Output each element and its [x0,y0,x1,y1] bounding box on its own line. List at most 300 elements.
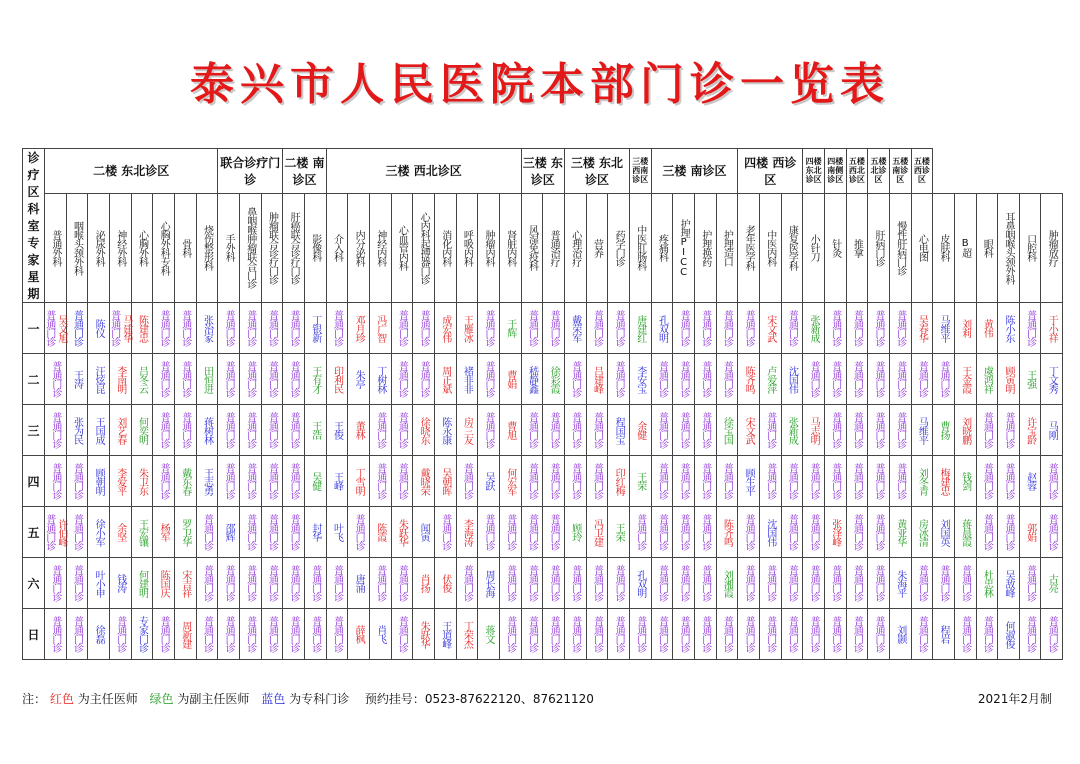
general-clinic-entry: 普通门诊 [108,310,120,346]
department-label: 口腔科 [1024,234,1036,262]
department-label: 心胸外科 [136,229,148,266]
doctor-name: 李海涛 [461,518,473,546]
schedule-cell [759,456,781,507]
general-clinic-entry: 普通门诊 [526,463,538,499]
general-clinic-entry: 普通门诊 [916,361,928,397]
general-clinic-entry: 普通门诊 [526,616,538,652]
general-clinic-entry: 普通门诊 [266,463,278,499]
schedule-cell [543,354,565,405]
schedule-cell [196,303,218,354]
schedule-cell [738,354,760,405]
legend-red: 红色 [49,692,74,706]
schedule-cell [1019,405,1041,456]
schedule-cell [304,456,326,507]
general-clinic-entry: 普通门诊 [49,616,61,652]
schedule-cell [391,609,413,660]
schedule-cell [413,354,435,405]
zone-label: 三楼 东北诊区 [564,149,629,194]
schedule-cell [629,354,651,405]
department-header [651,193,673,302]
doctor-name: 徐宝国 [721,416,733,444]
general-clinic-entry: 普通门诊 [569,361,581,397]
general-clinic-entry: 普通门诊 [244,514,256,550]
schedule-cell [781,456,803,507]
general-clinic-entry: 普通门诊 [71,463,83,499]
general-clinic-entry: 普通门诊 [288,412,300,448]
schedule-cell [889,303,911,354]
schedule-cell [131,405,153,456]
general-clinic-entry: 普通门诊 [786,463,798,499]
schedule-cell [716,507,738,558]
doctor-name: 叶飞 [331,523,343,541]
doctor-name: 黄亚华 [894,518,906,546]
schedule-cell [88,558,110,609]
schedule-cell [304,558,326,609]
schedule-cell [629,507,651,558]
doctor-name: 钱剑 [959,472,971,490]
schedule-cell [478,456,500,507]
schedule-cell [434,354,456,405]
schedule-cell [499,303,521,354]
general-clinic-entry: 普通门诊 [873,463,885,499]
schedule-cell [781,303,803,354]
department-label: 普通外科 [49,229,61,266]
schedule-cell [868,303,890,354]
general-clinic-entry: 普通门诊 [829,412,841,448]
general-clinic-entry: 普通门诊 [266,310,278,346]
schedule-cell [954,405,976,456]
schedule-cell [911,303,933,354]
schedule-cell [803,354,825,405]
schedule-cell [954,609,976,660]
general-clinic-entry: 普通门诊 [591,463,603,499]
doctor-name: 邵辉 [223,523,235,541]
schedule-cell [413,507,435,558]
schedule-cell [673,354,695,405]
general-clinic-entry: 普通门诊 [396,616,408,652]
general-clinic-entry: 普通门诊 [873,514,885,550]
doctor-name: 顾玲 [569,523,581,541]
schedule-cell [998,456,1020,507]
general-clinic-entry: 普通门诊 [721,616,733,652]
legend-blue: 蓝色 [261,692,286,706]
department-label: 消化内科 [439,229,451,266]
department-header [369,193,391,302]
schedule-cell [456,558,478,609]
schedule-cell [889,456,911,507]
schedule-cell [1041,456,1063,507]
schedule-cell [218,507,240,558]
schedule-cell [911,558,933,609]
general-clinic-entry: 普通门诊 [244,565,256,601]
general-clinic-entry: 普通门诊 [158,310,170,346]
general-clinic-entry: 普通门诊 [461,565,473,601]
doctor-name: 冯卫建 [591,518,603,546]
general-clinic-entry: 普通门诊 [71,565,83,601]
department-label: 慢性肝病门诊 [894,220,906,275]
schedule-cell [218,456,240,507]
doctor-name: 董林 [353,421,365,439]
schedule-cell [456,354,478,405]
schedule-cell [759,303,781,354]
general-clinic-entry: 普通门诊 [1002,412,1014,448]
department-header [478,193,500,302]
doctor-name: 叶小申 [93,569,105,597]
doctor-name: 吕建峰 [591,365,603,393]
general-clinic-entry: 普通门诊 [613,310,625,346]
department-label: 风湿免疫科 [526,225,538,271]
general-clinic-entry: 普通门诊 [548,565,560,601]
general-clinic-entry: 普通门诊 [331,616,343,652]
general-clinic-entry: 普通门诊 [656,463,668,499]
doctor-name: 顾生平 [743,467,755,495]
schedule-cell [326,558,348,609]
department-label: B超 [959,238,971,258]
doctor-name: 专家门诊 [136,616,148,652]
zone-label: 四楼 西诊区 [738,149,803,194]
schedule-cell [933,303,955,354]
department-label: 皮肤科 [938,234,950,262]
doctor-name: 印红梅 [613,467,625,495]
schedule-cell [131,609,153,660]
general-clinic-entry: 普通门诊 [1024,616,1036,652]
schedule-cell [109,609,131,660]
schedule-cell [304,405,326,456]
doctor-name: 孔双明 [634,569,646,597]
schedule-cell [911,354,933,405]
general-clinic-entry: 普通门诊 [396,361,408,397]
general-clinic-entry: 普通门诊 [288,463,300,499]
department-header [391,193,413,302]
schedule-cell [933,405,955,456]
schedule-cell [738,558,760,609]
general-clinic-entry: 普通门诊 [71,616,83,652]
schedule-cell [521,405,543,456]
schedule-cell [608,354,630,405]
general-clinic-entry: 普通门诊 [721,463,733,499]
schedule-cell [261,354,283,405]
doctor-name: 肖飞 [374,625,386,643]
general-clinic-entry: 普通门诊 [699,361,711,397]
general-clinic-entry: 普通门诊 [699,514,711,550]
schedule-cell [564,405,586,456]
schedule-cell [846,354,868,405]
general-clinic-entry: 普通门诊 [829,361,841,397]
day-row [23,558,1063,609]
department-label: 护理造口 [721,229,733,266]
department-header [608,193,630,302]
department-header [824,193,846,302]
department-header [434,193,456,302]
schedule-cell [803,456,825,507]
general-clinic-entry: 普通门诊 [49,412,61,448]
schedule-cell [218,609,240,660]
schedule-cell [564,507,586,558]
schedule-cell [45,303,67,354]
doctor-name: 张为民 [71,416,83,444]
department-header [218,193,240,302]
zone-label: 四楼 东北诊区 [803,149,825,194]
general-clinic-entry: 普通门诊 [851,412,863,448]
schedule-cell [45,405,67,456]
doctor-name: 王峰 [331,472,343,490]
day-label: 日 [23,609,45,660]
general-clinic-entry: 普通门诊 [461,463,473,499]
doctor-name: 李南明 [114,365,126,393]
general-clinic-entry: 普通门诊 [678,463,690,499]
department-label: 心电图 [916,234,928,262]
schedule-cell [933,558,955,609]
general-clinic-entry: 普通门诊 [1024,565,1036,601]
schedule-cell [586,456,608,507]
general-clinic-entry: 普通门诊 [483,361,495,397]
schedule-cell [738,405,760,456]
doctor-name: 张治家 [201,314,213,342]
schedule-cell [434,609,456,660]
schedule-cell [911,456,933,507]
general-clinic-entry: 普通门诊 [959,565,971,601]
schedule-cell [391,558,413,609]
doctor-name: 王俊 [331,421,343,439]
department-header [911,193,933,302]
schedule-cell [304,354,326,405]
general-clinic-entry: 普通门诊 [981,463,993,499]
schedule-cell [174,354,196,405]
general-clinic-entry: 普通门诊 [179,310,191,346]
schedule-cell [911,507,933,558]
schedule-cell [174,507,196,558]
doctor-name: 顾寅明 [1002,365,1014,393]
department-header [239,193,261,302]
doctor-name: 丁文秀 [1046,365,1058,393]
department-header [781,193,803,302]
schedule-cell [109,303,131,354]
general-clinic-entry: 普通门诊 [288,565,300,601]
general-clinic-entry: 普通门诊 [223,463,235,499]
doctor-name: 周正斌 [439,365,451,393]
department-label: 神经外科 [114,229,126,266]
schedule-cell [586,405,608,456]
department-label: 康复医学科 [786,225,798,271]
schedule-cell [478,507,500,558]
schedule-cell [998,558,1020,609]
schedule-cell [283,609,305,660]
department-label: 中医内科 [764,229,776,266]
doctor-name: 王浩 [309,421,321,439]
doctor-name: 封华 [309,523,321,541]
schedule-cell [434,405,456,456]
schedule-cell [1041,507,1063,558]
general-clinic-entry: 普通门诊 [201,565,213,601]
department-label: 鼻咽喉肿瘤联合门诊 [244,207,256,289]
schedule-cell [889,507,911,558]
general-clinic-entry: 普通门诊 [158,361,170,397]
doctor-name: 沈国伟 [764,518,776,546]
day-row [23,405,1063,456]
schedule-cell [759,354,781,405]
schedule-cell [174,303,196,354]
schedule-cell [846,609,868,660]
general-clinic-entry: 普通门诊 [526,310,538,346]
day-label: 六 [23,558,45,609]
doctor-name: 何建明 [136,569,148,597]
department-header [413,193,435,302]
general-clinic-entry: 普通门诊 [894,310,906,346]
general-clinic-entry: 普通门诊 [288,616,300,652]
general-clinic-entry: 普通门诊 [504,565,516,601]
department-header [283,193,305,302]
schedule-cell [543,303,565,354]
schedule-cell [45,609,67,660]
general-clinic-entry: 普通门诊 [396,310,408,346]
schedule-cell [738,456,760,507]
department-header [673,193,695,302]
schedule-cell [716,354,738,405]
schedule-cell [456,303,478,354]
doctor-name: 吴健 [309,472,321,490]
general-clinic-entry: 普通门诊 [49,565,61,601]
department-header [846,193,868,302]
doctor-name: 刘冬青 [916,467,928,495]
schedule-cell [261,303,283,354]
schedule-cell [66,609,88,660]
schedule-cell [434,507,456,558]
general-clinic-entry: 普通门诊 [483,514,495,550]
general-clinic-entry: 普通门诊 [569,463,581,499]
general-clinic-entry: 普通门诊 [288,310,300,346]
zone-header-row [23,149,1063,194]
general-clinic-entry: 普通门诊 [591,310,603,346]
legend-red-desc: 为主任医师 [77,692,138,706]
schedule-cell [239,456,261,507]
department-header [45,193,67,302]
schedule-cell [456,405,478,456]
zone-label: 四楼 南侧诊区 [824,149,846,194]
doctor-name: 顾朝明 [93,467,105,495]
doctor-name: 刘晓鹏 [959,416,971,444]
department-header [1041,193,1063,302]
general-clinic-entry: 普通门诊 [244,310,256,346]
schedule-cell [348,354,370,405]
doctor-name: 张新成 [808,314,820,342]
schedule-cell [174,609,196,660]
doctor-name: 钱涛 [114,574,126,592]
doctor-name: 丁雪明 [353,467,365,495]
schedule-cell [673,507,695,558]
doctor-name: 陈仪 [93,319,105,337]
schedule-cell [196,609,218,660]
department-label: 泌尿外科 [93,229,105,266]
general-clinic-entry: 普通门诊 [678,514,690,550]
doctor-name: 丁荣杰 [461,620,473,648]
general-clinic-entry: 普通门诊 [786,616,798,652]
general-clinic-entry: 普通门诊 [764,616,776,652]
general-clinic-entry: 普通门诊 [223,616,235,652]
schedule-cell [521,609,543,660]
zone-label: 二楼 南诊区 [283,149,326,194]
general-clinic-entry: 普通门诊 [808,514,820,550]
zone-label: 三楼 南诊区 [651,149,738,194]
schedule-cell [608,609,630,660]
general-clinic-entry: 普通门诊 [851,565,863,601]
department-header [564,193,586,302]
schedule-cell [283,456,305,507]
doctor-name: 余坚 [114,523,126,541]
general-clinic-entry: 普通门诊 [331,310,343,346]
general-clinic-entry: 普通门诊 [569,616,581,652]
doctor-name: 闻寅 [418,523,430,541]
general-clinic-entry: 普通门诊 [851,616,863,652]
schedule-cell [868,456,890,507]
general-clinic-entry: 普通门诊 [613,361,625,397]
doctor-name: 马维平 [938,314,950,342]
general-clinic-entry: 普通门诊 [678,310,690,346]
doctor-name: 冯广智 [374,314,386,342]
doctor-name: 徐小军 [93,518,105,546]
schedule-cell [218,303,240,354]
doctor-name: 杨军 [158,523,170,541]
schedule-cell [543,609,565,660]
day-row [23,456,1063,507]
doctor-name: 王有才 [309,365,321,393]
general-clinic-entry: 普通门诊 [504,514,516,550]
schedule-cell [1041,609,1063,660]
schedule-cell [694,405,716,456]
doctor-name: 刘国英 [938,518,950,546]
doctor-name: 肖扬 [418,574,430,592]
schedule-cell [499,558,521,609]
department-label: 肝癌联合诊疗门诊 [288,211,300,284]
general-clinic-entry: 普通门诊 [266,565,278,601]
schedule-cell [66,405,88,456]
doctor-name: 王道峰 [439,620,451,648]
schedule-cell [348,507,370,558]
department-header [998,193,1020,302]
schedule-cell [846,507,868,558]
general-clinic-entry: 普通门诊 [526,412,538,448]
schedule-cell [976,303,998,354]
schedule-cell [759,405,781,456]
department-header [66,193,88,302]
schedule-cell [651,303,673,354]
doctor-name: 沈国伟 [786,365,798,393]
schedule-cell [673,456,695,507]
schedule-cell [239,609,261,660]
department-label: 疼痛科 [656,234,668,262]
zone-label: 三楼 西南诊区 [629,149,651,194]
schedule-cell [803,558,825,609]
general-clinic-entry: 普通门诊 [223,565,235,601]
doctor-name: 田恒进 [201,365,213,393]
schedule-cell [889,354,911,405]
schedule-cell [738,303,760,354]
doctor-name: 黄伟 [981,319,993,337]
department-header [109,193,131,302]
doctor-name: 吴文旭 [55,314,67,342]
appointment-phone: 预约挂号：0523-87622120、87621120 [364,692,594,706]
doctor-name: 王国成 [93,416,105,444]
doctor-name: 蒋树林 [201,416,213,444]
department-label: 心血管内科 [396,225,408,271]
day-row [23,354,1063,405]
doctor-name: 王金霞 [959,365,971,393]
schedule-cell [1019,303,1041,354]
general-clinic-entry: 普通门诊 [483,412,495,448]
doctor-name: 程国宝 [613,416,625,444]
schedule-cell [694,354,716,405]
doctor-name: 唐涌 [353,574,365,592]
department-label: 护理换药 [699,229,711,266]
